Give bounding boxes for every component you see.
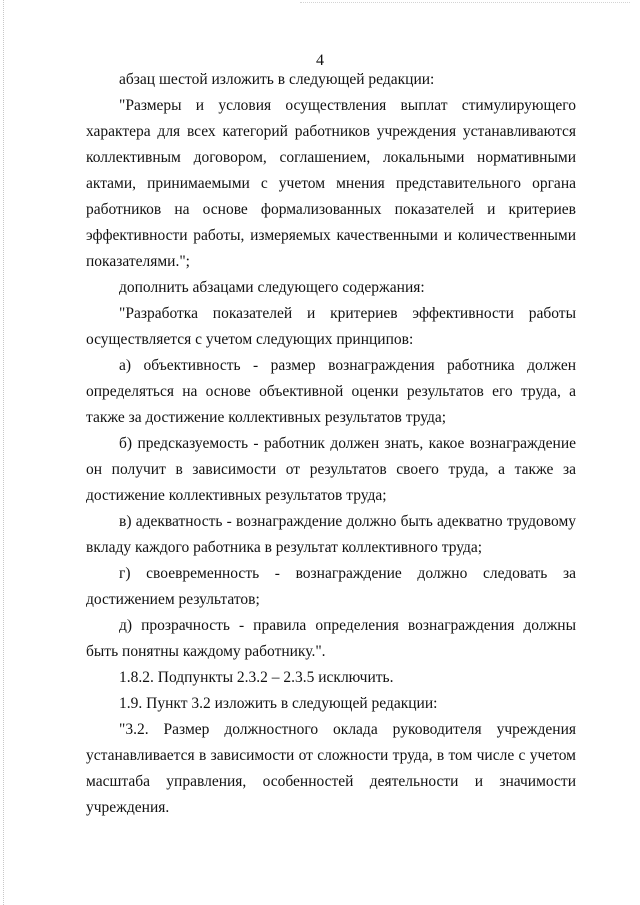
paragraph-6: б) предсказуемость - работник должен знать, какое вознаграждение он получит в зависимости от результатов своего труда, а также за достижение коллективных результатов труда; bbox=[86, 435, 576, 504]
paragraph-1: абзац шестой изложить в следующей редакции: bbox=[119, 71, 435, 88]
paragraph-4: "Разработка показателей и критериев эффективности работы осуществляется с учетом следующих принципов: bbox=[86, 305, 576, 348]
paragraph-12: "3.2. Размер должностного оклада руководителя учреждения устанавливается в зависимости от сложности труда, в том числе с учетом масштаба управления, особенностей деятельности и значимости учреждения. bbox=[86, 721, 576, 816]
paragraph-2: "Размеры и условия осуществления выплат стимулирующего характера для всех категорий работников учреждения устанавливаются коллективным договором, соглашением, локальными нормативными актами, принимаемыми с учетом мнения представительного органа работников на основе формализованных показателей и критериев эффективности работы, измеряемых качественными и количественными показателями."; bbox=[86, 97, 576, 270]
paragraph-10: 1.8.2. Подпункты 2.3.2 – 2.3.5 исключить. bbox=[119, 669, 394, 686]
scan-edge-left bbox=[3, 0, 4, 905]
scan-edge-top bbox=[300, 2, 630, 3]
paragraph-5: а) объективность - размер вознаграждения работника должен определяться на основе объективной оценки результатов его труда, а также за достижение коллективных результатов труда; bbox=[86, 357, 576, 426]
paragraph-3: дополнить абзацами следующего содержания: bbox=[119, 279, 425, 296]
page-number: 4 bbox=[316, 52, 324, 69]
document-body bbox=[86, 67, 576, 821]
paragraph-9: д) прозрачность - правила определения вознаграждения должны быть понятны каждому работнику.". bbox=[86, 617, 576, 660]
paragraph-11: 1.9. Пункт 3.2 изложить в следующей редакции: bbox=[119, 695, 438, 712]
paragraph-8: г) своевременность - вознаграждение должно следовать за достижением результатов; bbox=[86, 565, 576, 608]
paragraph-7: в) адекватность - вознаграждение должно быть адекватно трудовому вкладу каждого работника в результат коллективного труда; bbox=[86, 513, 576, 556]
